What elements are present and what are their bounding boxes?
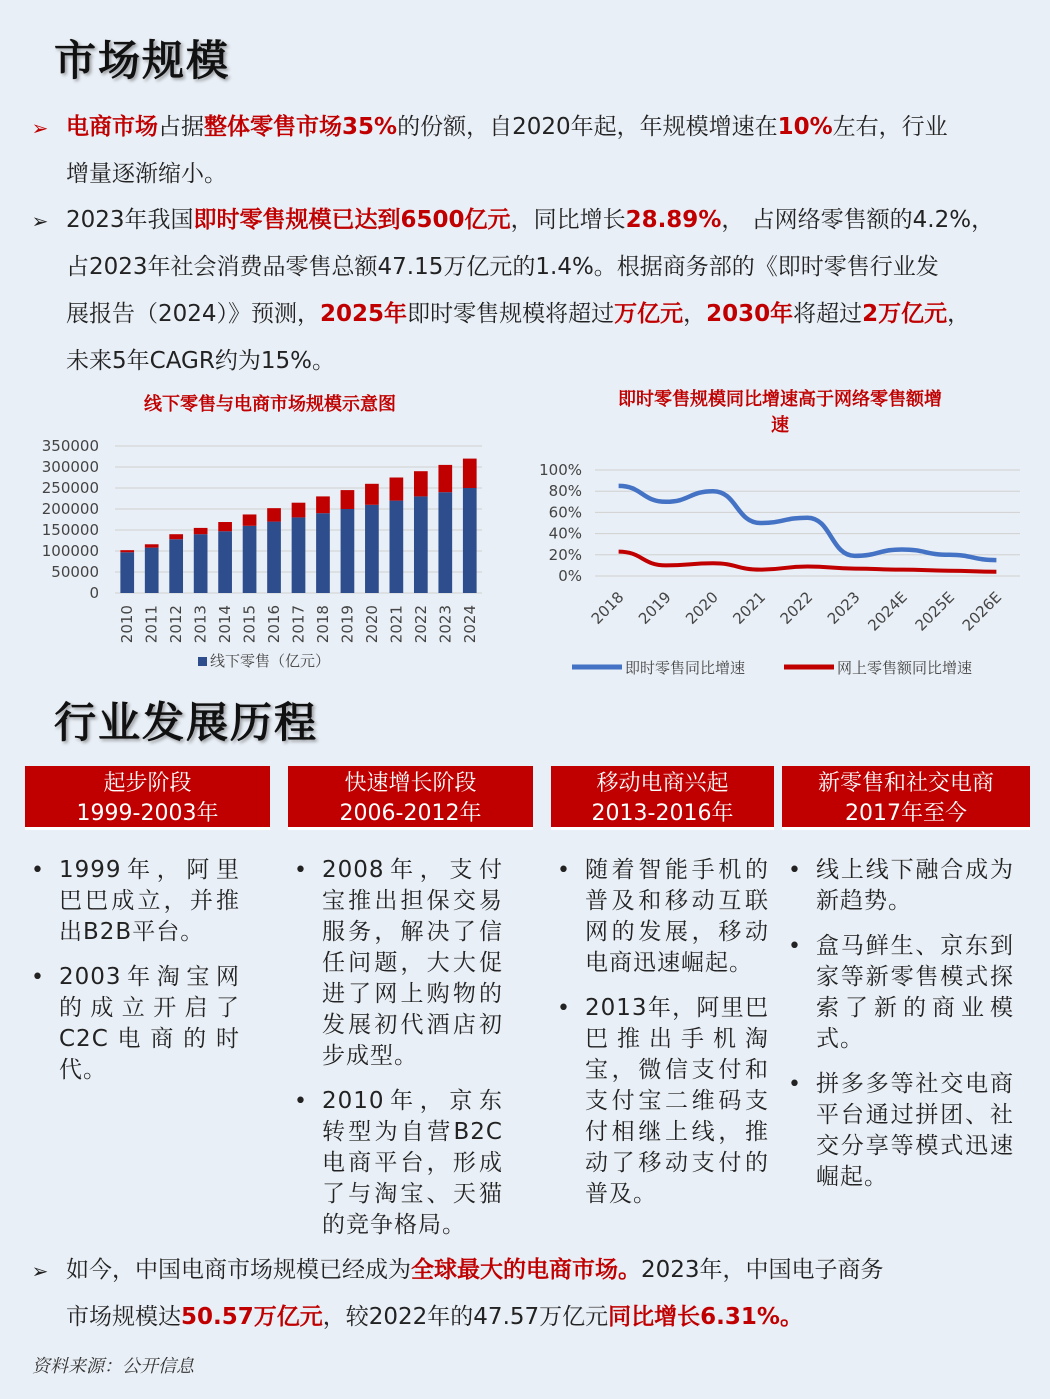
x-tick-label: 2016 — [265, 605, 284, 644]
stage-years: 2017年至今 — [845, 801, 967, 826]
stage-years: 1999-2003年 — [76, 801, 219, 826]
x-tick-label: 2022 — [776, 588, 817, 628]
paragraph-line — [66, 1294, 1041, 1341]
body-text: 2023年我国 — [66, 207, 194, 233]
y-tick-label: 40% — [548, 524, 582, 543]
body-text: 将超过 — [793, 301, 863, 327]
chart2-title-line: 速 — [771, 415, 789, 436]
y-tick-label: 0 — [89, 584, 99, 602]
series-line-instant-retail — [619, 486, 997, 560]
y-tick-label: 0% — [558, 567, 582, 585]
bar-offline — [316, 513, 330, 593]
bar-ecommerce — [243, 514, 257, 525]
y-tick-label: 300000 — [41, 458, 99, 476]
body-text: 市场规模达 — [66, 1304, 181, 1330]
y-tick-label: 100% — [539, 461, 582, 479]
highlight-text: 电商市场 — [66, 114, 158, 140]
highlight-text: 28.89% — [625, 207, 722, 233]
x-tick-label: 2024 — [460, 605, 479, 644]
stage-item: • 线上线下融合成为新趋势。 — [782, 855, 1014, 917]
y-tick-label: 80% — [548, 482, 582, 501]
source-note: 资料来源：公开信息 — [32, 1356, 194, 1377]
x-tick-label: 2015 — [240, 605, 259, 644]
legend-swatch — [198, 657, 207, 666]
x-tick-label: 2025E — [911, 588, 958, 635]
bar-offline — [463, 488, 477, 593]
bar-offline — [243, 526, 257, 593]
stage-item-list-4 — [782, 855, 1014, 1207]
x-tick-label: 2019 — [338, 605, 357, 644]
stage-name: 移动电商兴起 — [596, 771, 729, 796]
x-tick-label: 2018 — [313, 605, 332, 644]
x-tick-label: 2023 — [823, 588, 864, 628]
body-text: 2023年，中国电子商务 — [641, 1257, 884, 1283]
bar-ecommerce — [390, 478, 404, 501]
x-tick-label: 2026E — [958, 588, 1006, 635]
bar-offline — [390, 501, 404, 593]
bar-ecommerce — [145, 544, 159, 547]
paragraph-line — [66, 1247, 1041, 1294]
y-tick-label: 20% — [548, 545, 582, 564]
bar-ecommerce — [463, 459, 477, 488]
highlight-text: 同比增长6.31%。 — [608, 1304, 803, 1330]
paragraph-line — [66, 104, 1041, 151]
bar-ecommerce — [292, 503, 306, 518]
highlight-text: 50.57万亿元 — [181, 1304, 323, 1330]
x-tick-label: 2023 — [436, 605, 455, 644]
bar-ecommerce — [169, 534, 183, 539]
paragraph-instant-retail — [66, 197, 1046, 385]
y-tick-label: 60% — [548, 503, 582, 522]
legend-label: 网上零售额同比增速 — [837, 659, 973, 677]
body-text: 即时零售规模将超过 — [407, 301, 615, 327]
legend-label: 即时零售同比增速 — [625, 659, 746, 677]
stage-item: • 拼多多等社交电商平台通过拼团、社交分享等模式迅速崛起。 — [782, 1069, 1014, 1193]
x-tick-label: 2020 — [682, 588, 722, 628]
bar-offline — [120, 552, 134, 593]
body-text: ，同比增长 — [510, 207, 626, 233]
bar-ecommerce — [194, 528, 208, 534]
bar-ecommerce — [267, 508, 281, 521]
stage-years: 2013-2016年 — [591, 801, 734, 826]
body-text: 展报告（2024）》预测， — [66, 301, 321, 327]
x-tick-label: 2013 — [191, 605, 210, 644]
stage-item-list-2 — [288, 855, 503, 1255]
body-text: ，较2022年的47.57万亿元 — [322, 1304, 609, 1330]
x-tick-label: 2011 — [142, 605, 161, 644]
highlight-text: 万亿元 — [614, 301, 684, 327]
paragraph-line — [66, 291, 1046, 338]
paragraph-line: 增量逐渐缩小。 — [66, 161, 227, 187]
stage-item: • 盒马鲜生、京东到家等新零售模式探索了新的商业模式。 — [782, 931, 1014, 1055]
bar-chart-offline-vs-ecommerce — [20, 430, 500, 680]
bar-offline — [341, 509, 355, 593]
bullet-arrow-icon: ➢ — [31, 116, 49, 140]
bar-ecommerce — [218, 522, 232, 531]
paragraph-ecommerce-share — [66, 104, 1041, 198]
legend-label: 线下零售（亿元） — [210, 652, 331, 670]
x-tick-label: 2014 — [216, 605, 235, 644]
stage-item: • 随着智能手机的普及和移动互联网的发展，移动电商迅速崛起。 — [551, 855, 769, 979]
chart2-title — [575, 387, 985, 439]
stage-header-3 — [551, 766, 774, 830]
bar-offline — [365, 505, 379, 593]
stage-item: • 2013年，阿里巴巴推出手机淘宝，微信支付和支付宝二维码支付相继上线，推动了移动支付的普及。 — [551, 993, 769, 1210]
bar-offline — [194, 534, 208, 593]
highlight-text: 10% — [777, 114, 833, 140]
x-tick-label: 2019 — [634, 588, 675, 628]
bar-ecommerce — [365, 484, 379, 505]
x-tick-label: 2020 — [362, 605, 381, 644]
y-tick-label: 350000 — [41, 437, 99, 455]
bar-offline — [438, 492, 452, 593]
body-text: ， — [683, 301, 707, 327]
bar-offline — [218, 531, 232, 593]
x-tick-label: 2017 — [289, 605, 308, 644]
stage-header-1 — [25, 766, 270, 830]
highlight-text: 全球最大的电商市场。 — [411, 1257, 641, 1283]
highlight-text: 2030年 — [706, 301, 794, 327]
bar-ecommerce — [414, 471, 428, 496]
section-title-market-size: 市场规模 — [54, 36, 231, 85]
chart2-legend — [572, 659, 972, 677]
body-text: 占据 — [158, 114, 204, 140]
stage-item: • 1999年，阿里巴巴成立，并推出B2B平台。 — [25, 855, 240, 948]
bar-ecommerce — [341, 490, 355, 509]
x-tick-label: 2021 — [387, 605, 406, 644]
stage-item: • 2008年，支付宝推出担保交易服务，解决了信任问题，大大促进了网上购物的发展初代酒店初步成型。 — [288, 855, 503, 1072]
body-text: ， — [947, 301, 971, 327]
body-text: ， 占网络零售额的4.2%， — [721, 207, 995, 233]
y-tick-label: 200000 — [41, 500, 99, 518]
stage-item-list-1 — [25, 855, 240, 1100]
bar-offline — [169, 539, 183, 593]
bar-offline — [292, 517, 306, 593]
bar-offline — [414, 496, 428, 593]
bar-ecommerce — [438, 465, 452, 492]
bar-offline — [145, 548, 159, 593]
highlight-text: 2万亿元 — [862, 301, 948, 327]
y-tick-label: 50000 — [51, 563, 99, 581]
stage-name: 起步阶段 — [103, 771, 192, 796]
x-tick-label: 2021 — [729, 588, 770, 628]
y-tick-label: 150000 — [41, 521, 99, 539]
body-text: 左右，行业 — [832, 114, 948, 140]
paragraph-line: 占2023年社会消费品零售总额47.15万亿元的1.4%。根据商务部的《即时零售行业发 — [66, 254, 939, 280]
paragraph-line — [66, 197, 1046, 244]
bar-ecommerce — [316, 496, 330, 513]
stage-item: • 2003年淘宝网的成立开启了C2C电商的时代。 — [25, 962, 240, 1086]
body-text: 的份额，自2020年起，年规模增速在 — [397, 114, 778, 140]
stage-item-list-3 — [551, 855, 769, 1224]
highlight-text: 2025年 — [320, 301, 408, 327]
paragraph-line: 未来5年CAGR约为15%。 — [66, 348, 335, 374]
stage-header-4 — [782, 766, 1030, 830]
highlight-text: 整体零售市场35% — [204, 114, 398, 140]
paragraph-market-summary — [66, 1247, 1041, 1341]
chart1-title: 线下零售与电商市场规模示意图 — [144, 394, 396, 415]
stage-name: 快速增长阶段 — [344, 771, 477, 796]
chart1-legend — [198, 652, 330, 670]
x-tick-label: 2022 — [411, 605, 430, 644]
body-text: 如今，中国电商市场规模已经成为 — [66, 1257, 411, 1283]
bar-offline — [267, 522, 281, 593]
stage-header-2 — [288, 766, 533, 830]
y-tick-label: 250000 — [41, 479, 99, 497]
chart2-title-line: 即时零售规模同比增速高于网络零售额增 — [618, 389, 942, 410]
x-tick-label: 2024E — [864, 588, 911, 635]
stage-item: • 2010年，京东转型为自营B2C电商平台，形成了与淘宝、天猫的竞争格局。 — [288, 1086, 503, 1241]
stage-name: 新零售和社交电商 — [817, 771, 994, 796]
bullet-arrow-icon: ➢ — [31, 209, 49, 233]
highlight-text: 即时零售规模已达到6500亿元 — [193, 207, 511, 233]
bar-ecommerce — [120, 550, 134, 552]
x-tick-label: 2010 — [118, 605, 137, 644]
stage-years: 2006-2012年 — [339, 801, 482, 826]
y-tick-label: 100000 — [41, 542, 99, 560]
x-tick-label: 2018 — [587, 588, 628, 628]
line-chart-growth-rates — [520, 455, 1040, 685]
section-title-history: 行业发展历程 — [54, 698, 319, 747]
bullet-arrow-icon: ➢ — [31, 1259, 49, 1283]
x-tick-label: 2012 — [167, 605, 186, 644]
